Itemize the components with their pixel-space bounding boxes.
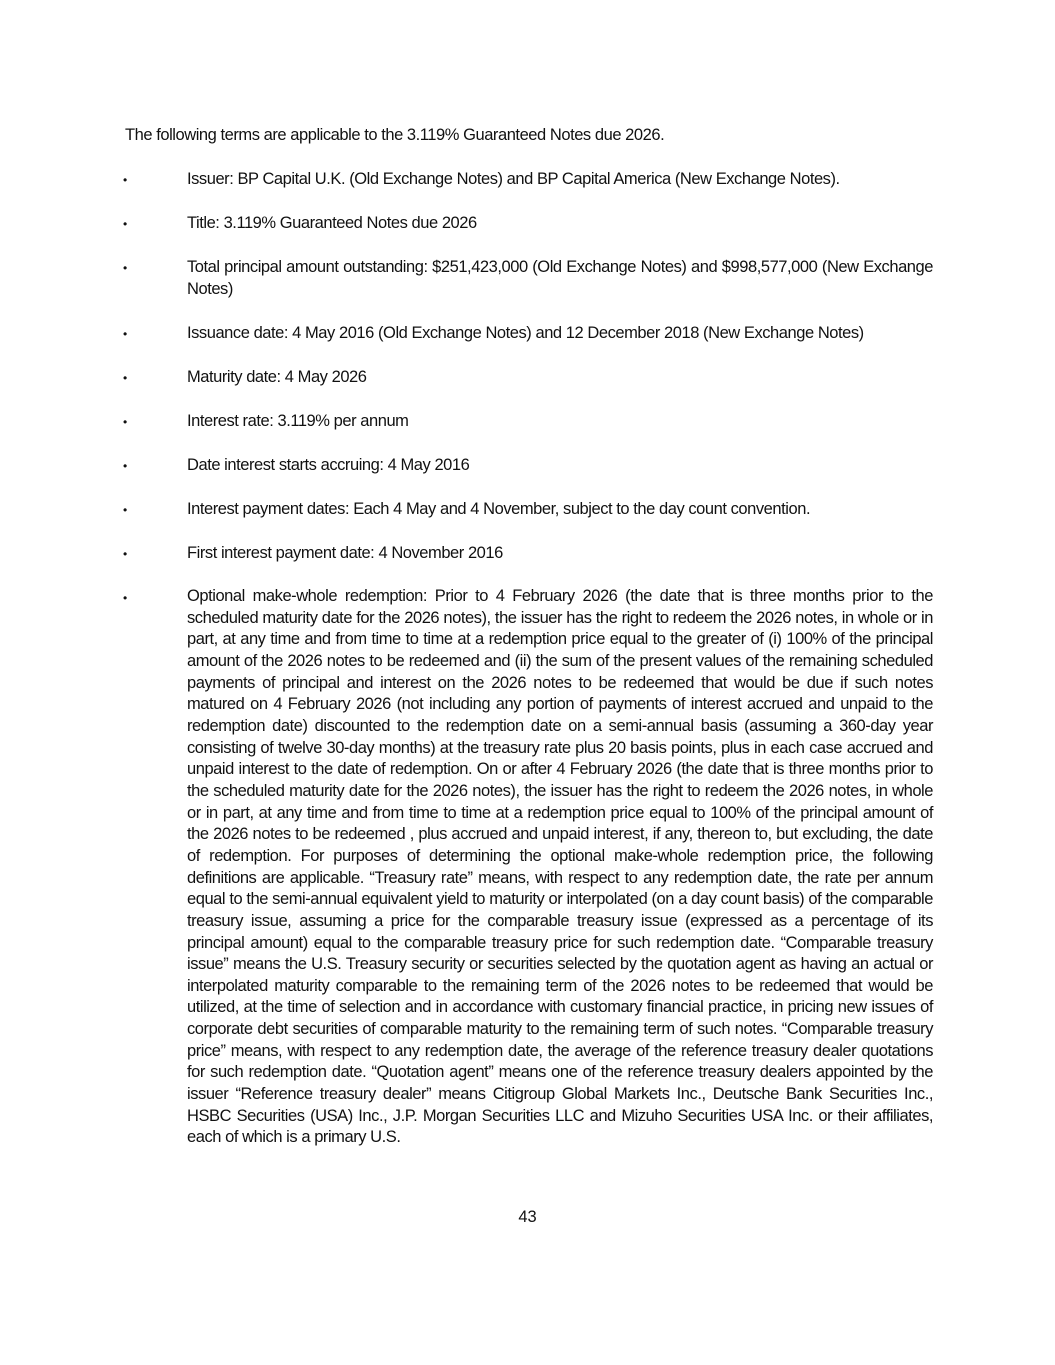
bullet-icon: • [123,327,128,341]
term-issuer: Issuer: BP Capital U.K. (Old Exchange Notes) and BP Capital America (New Exchange Notes). [187,170,840,188]
list-item [0,366,1055,388]
term-interest-rate: Interest rate: 3.119% per annum [187,412,409,430]
bullet-icon: • [123,173,128,187]
term-accrual-start: Date interest starts accruing: 4 May 2016 [187,456,470,474]
term-principal-amount: Total principal amount outstanding: $251,423,000 (Old Exchange Notes) and $998,577,000 (New Exchange Notes) [187,258,933,298]
intro-paragraph: The following terms are applicable to the 3.119% Guaranteed Notes due 2026. [125,126,665,144]
term-maturity-date: Maturity date: 4 May 2026 [187,368,367,386]
page-number: 43 [518,1208,537,1226]
bullet-icon: • [123,503,128,517]
bullet-icon: • [123,371,128,385]
bullet-icon: • [123,261,128,275]
list-item [0,542,1055,564]
terms-list [0,168,1055,1171]
term-issuance-date: Issuance date: 4 May 2016 (Old Exchange Notes) and 12 December 2018 (New Exchange Notes) [187,324,864,342]
term-first-payment-date: First interest payment date: 4 November 2016 [187,544,503,562]
term-payment-dates: Interest payment dates: Each 4 May and 4 November, subject to the day count convention. [187,500,811,518]
list-item [0,410,1055,432]
bullet-icon: • [123,217,128,231]
term-make-whole-redemption: Optional make-whole redemption: Prior to 4 February 2026 (the date that is three months prior to the scheduled maturity date for the 2026 notes), the issuer has the right to redeem the 2026 notes, in whole or in part, at any time and from time to time at a redemption price equal to the greater of (i) 100% of the principal amount of the 2026 notes to be redeemed and (ii) the sum of the present values of the remaining scheduled payments of principal and interest on the 2026 notes to be redeemed that would be due if such notes matured on 4 February 2026 (not including any portion of payments of interest accrued and unpaid to the redemption date) discounted to the redemption date on a semi-annual basis (assuming a 360-day year consisting of twelve 30-day months) at the treasury rate plus 20 basis points, plus in each case accrued and unpaid interest to the date of redemption. On or after 4 February 2026 (the date that is three months prior to the scheduled maturity date for the 2026 notes), the issuer has the right to redeem the 2026 notes, in whole or in part, at any time and from time to time at a redemption price equal to 100% of the principal amount of the 2026 notes to be redeemed , plus accrued and unpaid interest, if any, thereon to, but excluding, the date of redemption. For purposes of determining the optional make-whole redemption price, the following definitions are applicable. “Treasury rate” means, with respect to any redemption date, the rate per annum equal to the semi-annual equivalent yield to maturity or interpolated (on a day count basis) of the comparable treasury issue, assuming a price for the comparable treasury issue (expressed as a percentage of its principal amount) equal to the comparable treasury price for such redemption date. “Comparable treasury issue” means the U.S. Treasury security or securities selected by the quotation agent as having an actual or interpolated maturity comparable to the remaining term of the 2026 notes to be redeemed that would be utilized, at the time of selection and in accordance with customary financial practice, in pricing new issues of corporate debt securities of comparable maturity to the remaining term of such notes. “Comparable treasury price” means, with respect to any redemption date, the average of the reference treasury dealer quotations for such redemption date. “Quotation agent” means one of the reference treasury dealers appointed by the issuer “Reference treasury dealer” means Citigroup Global Markets Inc., Deutsche Bank Securities Inc., HSBC Securities (USA) Inc., J.P. Morgan Securities LLC and Mizuho Securities USA Inc. or their affiliates, each of which is a primary U.S. [187,587,933,1147]
term-title: Title: 3.119% Guaranteed Notes due 2026 [187,214,477,232]
list-item [0,454,1055,476]
list-item [0,256,1055,300]
list-item [0,586,1055,1149]
bullet-icon: • [123,415,128,429]
list-item [0,212,1055,234]
list-item [0,168,1055,190]
bullet-icon: • [123,459,128,473]
bullet-icon: • [123,591,128,605]
bullet-icon: • [123,547,128,561]
list-item [0,322,1055,344]
list-item [0,498,1055,520]
